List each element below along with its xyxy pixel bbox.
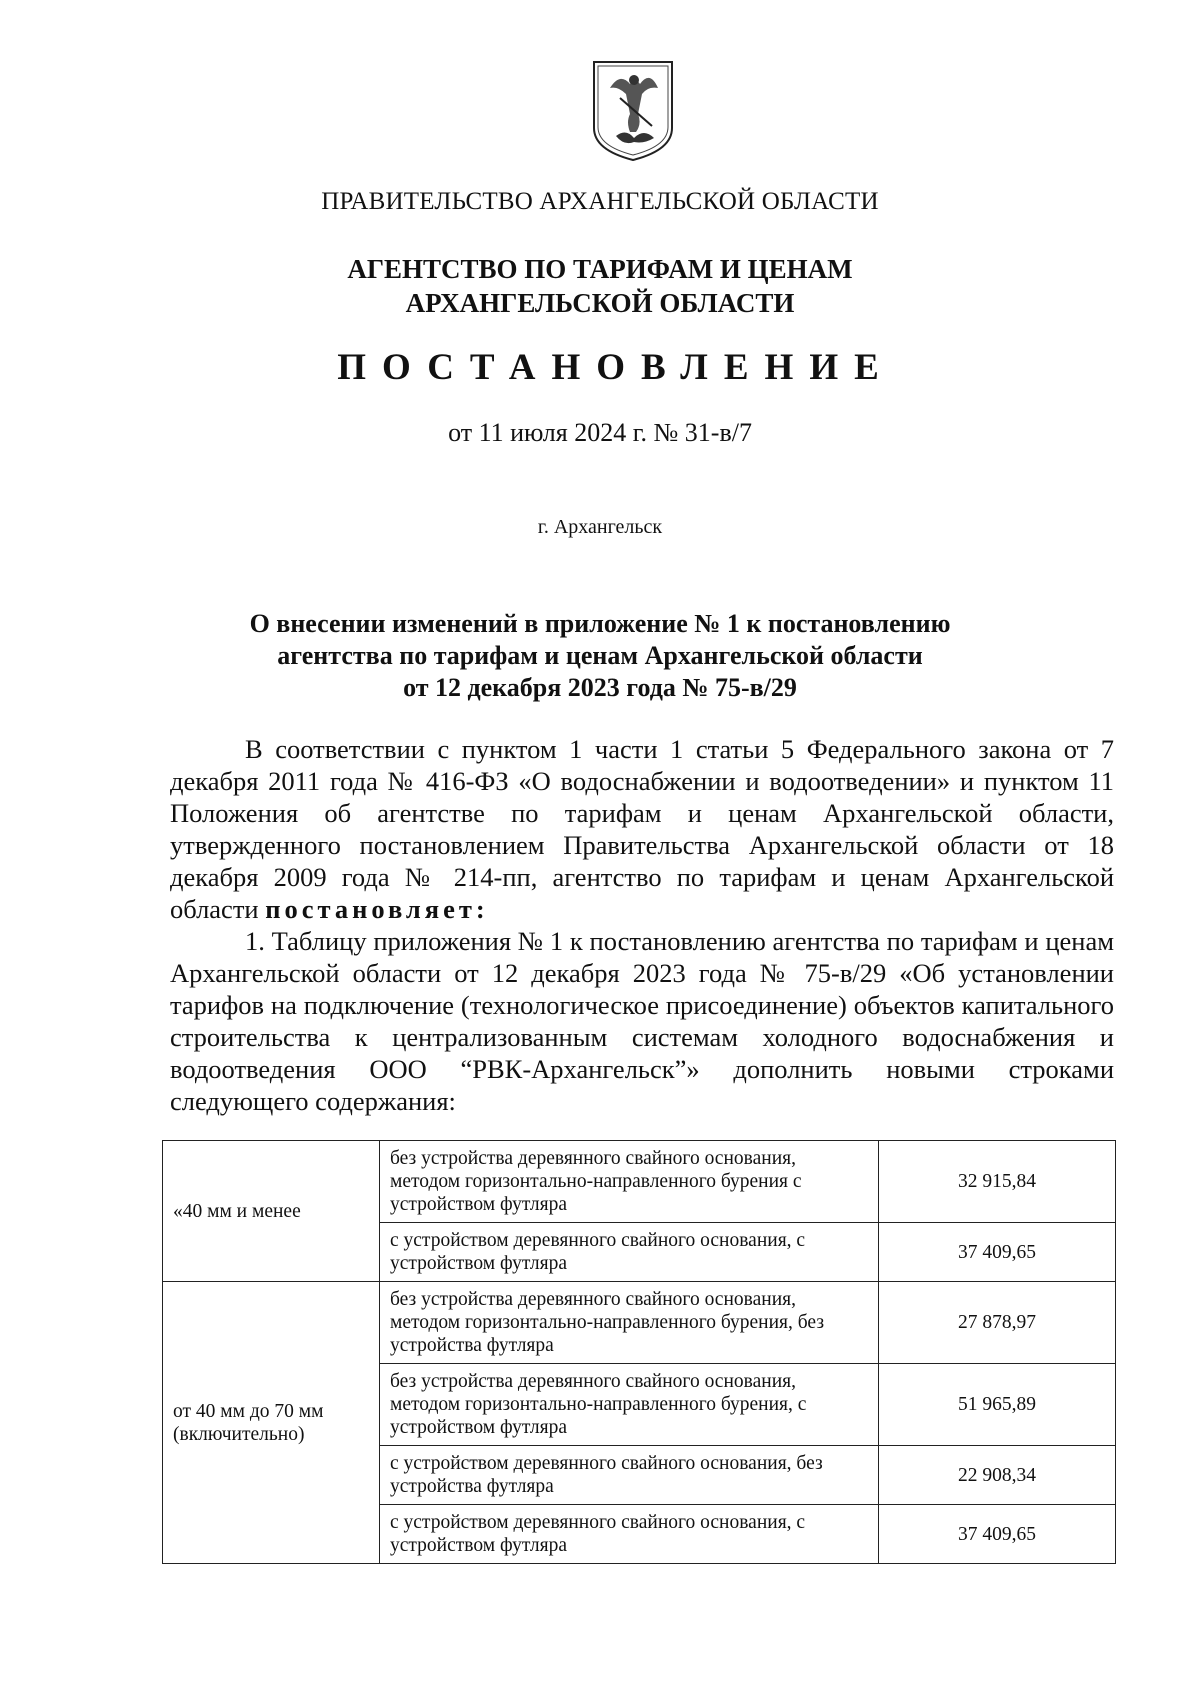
- price-cell: 32 915,84: [879, 1141, 1116, 1223]
- table-row: [163, 1141, 1116, 1223]
- government-title: ПРАВИТЕЛЬСТВО АРХАНГЕЛЬСКОЙ ОБЛАСТИ: [321, 188, 879, 215]
- price-cell: 27 878,97: [879, 1282, 1116, 1364]
- document-date-number: от 11 июля 2024 г. № 31-в/7: [448, 418, 752, 447]
- document-city: г. Архангельск: [537, 516, 663, 538]
- price-cell: 22 908,34: [879, 1446, 1116, 1505]
- subject-line3: от 12 декабря 2023 года № 75-в/29: [403, 673, 797, 702]
- price-cell: 37 409,65: [879, 1505, 1116, 1564]
- tariff-table: [162, 1140, 1116, 1564]
- description-cell: без устройства деревянного свайного основания, методом горизонтально-направленного бурения с устройством футляра: [380, 1141, 879, 1223]
- document-subject: [0, 608, 1200, 704]
- preamble-paragraph: [170, 733, 1114, 925]
- description-cell: с устройством деревянного свайного основания, с устройством футляра: [380, 1223, 879, 1282]
- description-cell: с устройством деревянного свайного основания, без устройства футляра: [380, 1446, 879, 1505]
- price-cell: 37 409,65: [879, 1223, 1116, 1282]
- diameter-cell: от 40 мм до 70 мм (включительно): [163, 1282, 380, 1564]
- document-body: [170, 733, 1114, 1117]
- coat-of-arms-emblem: [590, 58, 676, 164]
- preamble-text: В соответствии с пунктом 1 части 1 статьи 5 Федерального закона от 7 декабря 2011 года № 416-ФЗ «О водоснабжении и водоотведении» и пунктом 11 Положения об агентстве по тарифам и ценам Архангельской области, утвержденного постановлением Правительства Архангельской области от 18 декабря 2009 года № 214-пп, агентство по тарифам и ценам Архангельской области: [170, 734, 1114, 924]
- agency-title: [0, 252, 1200, 320]
- diameter-cell: «40 мм и менее: [163, 1141, 380, 1282]
- description-cell: без устройства деревянного свайного основания, методом горизонтально-направленного бурения, без устройства футляра: [380, 1282, 879, 1364]
- decree-word: постановляет:: [265, 894, 489, 924]
- agency-title-line1: АГЕНТСТВО ПО ТАРИФАМ И ЦЕНАМ: [347, 254, 853, 284]
- document-type: ПОСТАНОВЛЕНИЕ: [337, 347, 895, 388]
- item-1-paragraph: 1. Таблицу приложения № 1 к постановлению агентства по тарифам и ценам Архангельской области от 12 декабря 2023 года № 75-в/29 «Об установлении тарифов на подключение (технологическое присоединение) объектов капитального строительства к централизованным системам холодного водоснабжения и водоотведения ООО “РВК-Архангельск”» дополнить новыми строками следующего содержания:: [170, 926, 1114, 1116]
- description-cell: с устройством деревянного свайного основания, с устройством футляра: [380, 1505, 879, 1564]
- agency-title-line2: АРХАНГЕЛЬСКОЙ ОБЛАСТИ: [405, 288, 795, 318]
- table-row: [163, 1282, 1116, 1364]
- subject-line2: агентства по тарифам и ценам Архангельской области: [277, 641, 923, 670]
- description-cell: без устройства деревянного свайного основания, методом горизонтально-направленного бурения, с устройством футляра: [380, 1364, 879, 1446]
- subject-line1: О внесении изменений в приложение № 1 к постановлению: [249, 609, 951, 638]
- price-cell: 51 965,89: [879, 1364, 1116, 1446]
